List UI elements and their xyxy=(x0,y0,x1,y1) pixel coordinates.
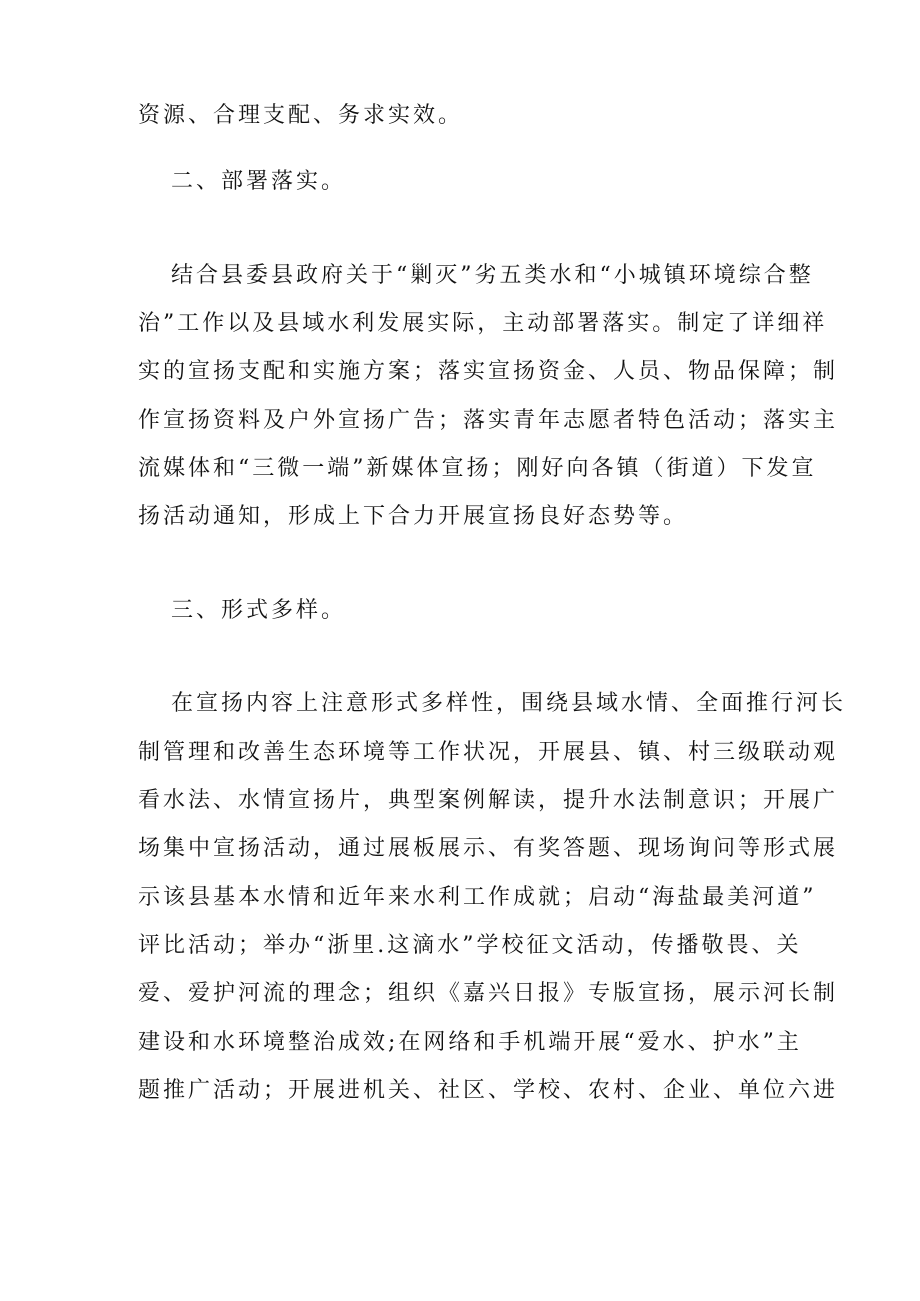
section-heading-3: 三、形式多样。 xyxy=(171,598,347,623)
paragraph-3-line-1: 在宣扬内容上注意形式多样性，围绕县域水情、全面推行河长 xyxy=(171,691,847,716)
paragraph-2-line-3: 实的宣扬支配和实施方案；落实宣扬资金、人员、物品保障；制 xyxy=(138,359,839,384)
paragraph-2-line-6: 扬活动通知，形成上下合力开展宣扬良好态势等。 xyxy=(138,504,689,529)
paragraph-3-line-5: 示该县基本水情和近年来水利工作成就；启动“海盐最美河道” xyxy=(138,885,817,910)
paragraph-3-line-2: 制管理和改善生态环境等工作状况，开展县、镇、村三级联动观 xyxy=(138,740,839,765)
paragraph-3-line-3: 看水法、水情宣扬片，典型案例解读，提升水法制意识；开展广 xyxy=(138,788,839,813)
paragraph-3-line-4: 场集中宣扬活动，通过展板展示、有奖答题、现场询问等形式展 xyxy=(138,836,839,861)
paragraph-2-line-2: 治”工作以及县域水利发展实际，主动部署落实。制定了详细祥 xyxy=(138,311,828,336)
paragraph-3-line-6: 评比活动；举办“浙里.这滴水”学校征文活动，传播敬畏、关 xyxy=(138,933,802,958)
paragraph-1-line-1: 资源、合理支配、务求实效。 xyxy=(138,103,464,128)
paragraph-2-line-4: 作宣扬资料及户外宣扬广告；落实青年志愿者特色活动；落实主 xyxy=(138,408,839,433)
paragraph-3-line-7: 爱、爱护河流的理念；组织《嘉兴日报》专版宣扬，展示河长制 xyxy=(138,981,839,1006)
paragraph-2-line-5: 流媒体和“三微一端”新媒体宣扬；刚好向各镇（街道）下发宣 xyxy=(138,456,817,481)
section-heading-2: 二、部署落实。 xyxy=(171,169,347,194)
paragraph-2-line-1: 结合县委县政府关于“剿灭”劣五类水和“小城镇环境综合整 xyxy=(171,263,814,288)
paragraph-3-line-9: 题推广活动；开展进机关、社区、学校、农村、企业、单位六进 xyxy=(138,1078,839,1103)
paragraph-3-line-8: 建设和水环境整治成效;在网络和手机端开展“爱水、护水”主 xyxy=(138,1030,802,1055)
